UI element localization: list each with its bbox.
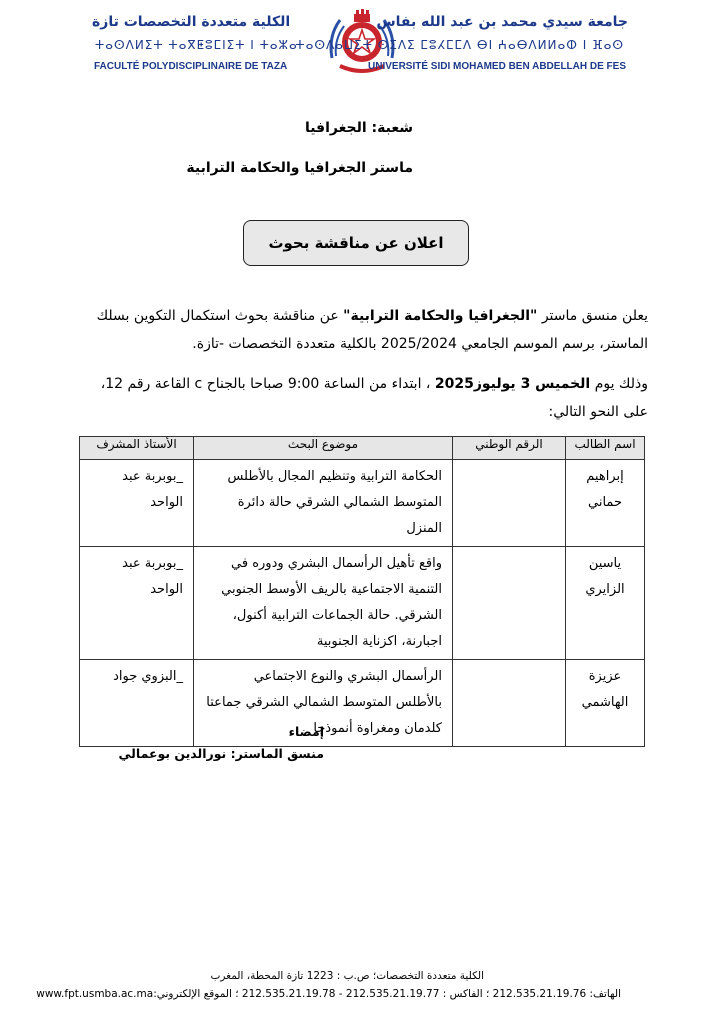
defense-time-location: ، ابتداء من الساعة 9:00 صباحا بالجناح c القاعة رقم 12، (100, 376, 431, 392)
header-supervisor: الأستاذ المشرف (80, 437, 194, 460)
supervisor: _بوبربة عبد الواحد (80, 460, 194, 547)
defense-schedule-table (79, 436, 645, 747)
faculty-name-french: FACULTÉ POLYDISCIPLINAIRE DE TAZA (94, 61, 288, 72)
table-header-row (80, 437, 645, 460)
table-row (80, 660, 645, 747)
header-national-id: الرقم الوطني (453, 437, 566, 460)
research-topic: الرأسمال البشري والنوع الاجتماعي بالأطلس المتوسط الشمالي الشرقي جماعتا كلدمان ومغراوة أنموذجا (194, 660, 453, 747)
footer-contact: الهاتف: 212.535.21.19.76 ؛ الفاكس : 212.535.21.19.77 - 212.535.21.19.78 ؛ الموقع الإلكتروني:www.fpt.usmba.ac.ma (36, 988, 621, 1000)
student-name: إبراهيم حماني (566, 460, 645, 547)
signature-label: إمضاء (288, 724, 324, 739)
national-id (453, 460, 566, 547)
footer-address: الكلية متعددة التخصصات؛ ص.ب : 1223 تازة المحطة، المغرب (210, 970, 484, 982)
announcement-title: اعلان عن مناقشة بحوث (243, 220, 469, 266)
master-name-quoted: "الجغرافيا والحكامة الترابية" (343, 308, 538, 324)
table-row (80, 547, 645, 660)
para1-intro: يعلن منسق ماستر (541, 308, 648, 324)
university-name-arabic: جامعة سيدي محمد بن عبد الله بفاس (376, 14, 628, 30)
defense-date: الخميس 3 يوليوز2025 (434, 376, 591, 392)
para2-intro: وذلك يوم (594, 376, 648, 392)
research-topic: الحكامة الترابية وتنظيم المجال بالأطلس المتوسط الشمالي الشرقي حالة دائرة المنزل (194, 460, 453, 547)
faculty-name-tifinagh: ⵜⴰⵙⴷⵍⵉⵜ ⵜⴰⴳⵟⵓⵎⵏⵉⵜ ⵏ ⵜⴰⵣⴰ (95, 38, 298, 52)
table-row (80, 460, 645, 547)
national-id (453, 547, 566, 660)
header-student-name: اسم الطالب (566, 437, 645, 460)
supervisor: _بوبربة عبد الواحد (80, 547, 194, 660)
faculty-name-arabic: الكلية متعددة التخصصات تازة (92, 14, 291, 30)
student-name: ياسين الزايري (566, 547, 645, 660)
research-topic: واقع تأهيل الرأسمال البشري ودوره في التنمية الاجتماعية بالريف الأوسط الجنوبي الشرقي. حالة الجماعات الترابية أكنول، اجبارنة، اكزناية الجنوبية (194, 547, 453, 660)
para2-outro: على النحو التالي: (548, 404, 648, 420)
para1-body: عن مناقشة بحوث استكمال التكوين بسلك الماستر، برسم الموسم الجامعي 2025/2024 بالكلية متعددة التخصصات -تازة. (96, 308, 648, 352)
supervisor: _البزوي جواد (80, 660, 194, 747)
national-id (453, 660, 566, 747)
header-research-topic: موضوع البحث (194, 437, 453, 460)
department-title: شعبة: الجغرافيا (304, 120, 413, 136)
coordinator-name: منسق الماستر: نورالدين بوعمالي (118, 746, 324, 761)
master-title: ماستر الجغرافيا والحكامة الترابية (186, 160, 413, 176)
university-name-tifinagh: ⵜⴰⵙⴷⴰⵡⵉⵜ ⵙⵉⴷⵉ ⵎⵓⵃⵎⵎⴷ ⴱⵏ ⵄⴰⴱⴷⵍⵍⴰⵀ ⵏ ⴼⴰⵙ (295, 38, 624, 52)
schedule-paragraph (68, 370, 648, 426)
announcement-paragraph (68, 302, 648, 358)
university-name-french: UNIVERSITÉ SIDI MOHAMED BEN ABDELLAH DE FES (368, 61, 626, 72)
student-name: عزيزة الهاشمي (566, 660, 645, 747)
